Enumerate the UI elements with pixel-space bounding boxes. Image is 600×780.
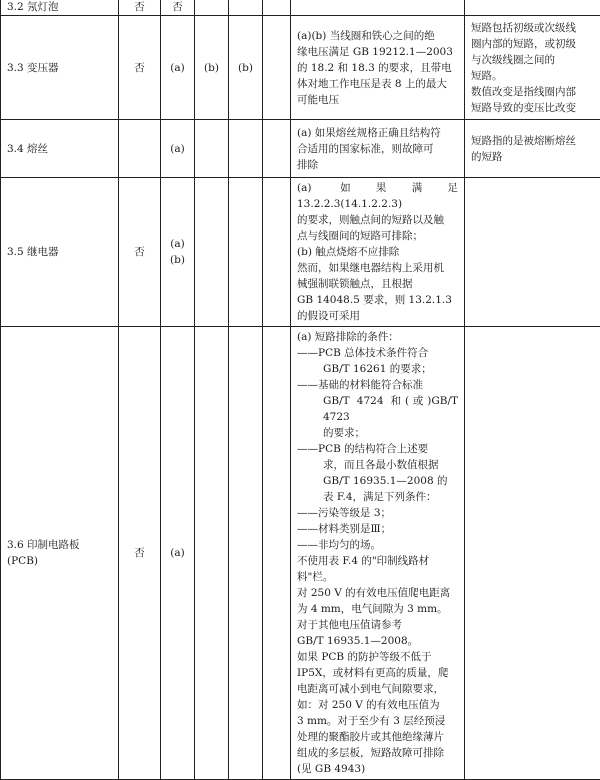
note-line: 短路。 [471,68,594,84]
description-line: ——PCB 的结构符合上述要 [297,441,458,457]
col-b-text: (b) [195,60,228,76]
description-line: ——基础的材料能符合标准 [297,377,458,393]
note-line: 短路导致的变压比改变 [471,100,594,116]
description-line: 对 250 V 的有效电压值爬电距离 [297,585,458,601]
col-c-cell [229,0,263,16]
item-name-text: 3.2 氖灯泡 [7,1,59,13]
flag-text: 否 [119,244,160,260]
col-a-cell [161,16,195,120]
col-a-text: (a) [161,236,194,252]
col-b-cell [195,327,229,780]
col-b-cell [195,0,229,16]
description-line: 表 F.4，满足下列条件： [297,489,458,505]
col-c-text: (b) [229,60,262,76]
description-cell [291,0,465,16]
description-line: GB/T 16935.1—2008 的 [297,473,458,489]
table-row [1,327,600,780]
description-line: ——材料类别是Ⅲ； [297,521,458,537]
flag-cell [119,16,161,120]
description-line: (见 GB 4943) [297,761,458,777]
col-a-text: 否 [161,0,194,15]
description-cell [291,16,465,120]
item-name [1,16,119,120]
description-line: GB/T 16935.1—2008。 [297,633,458,649]
col-b-cell [195,178,229,327]
note-line: 短路包括初级或次级线 [471,20,594,36]
table-row [1,120,600,178]
description-line: GB/T 16261 的要求； [297,361,458,377]
col-c-cell [229,16,263,120]
description-cell [291,327,465,780]
table-row [1,0,600,16]
description-line: (a)(b) 当线圈和铁心之间的绝 [297,28,458,44]
item-name-text: 3.4 熔丝 [7,143,48,155]
description-line: 3 mm。对于至少有 3 层经预浸 [297,713,458,729]
description-line: 对于其他电压值请参考 [297,617,458,633]
description-line: 求，而且各最小数值根据 [297,457,458,473]
description-line: 械强制联锁触点，且根据 [297,276,458,292]
note-line: 短路指的是被熔断熔丝 [471,133,594,149]
empty-cell [263,178,291,327]
col-b-cell [195,120,229,178]
description-line: IP5X，或材料有更高的质量，爬 [297,665,458,681]
item-name-text: 3.3 变压器 [7,62,59,74]
description-line: (b) 触点烧熔不应排除 [297,244,458,260]
description-line: ——非均匀的场。 [297,537,458,553]
item-name [1,178,119,327]
description-line: (a) 短路排除的条件： [297,329,458,345]
empty-cell [263,0,291,16]
note-cell [465,16,600,120]
description-line: (a) 如果满足 13.2.2.3(14.1.2.2.3) [297,180,458,212]
description-line: 不使用表 F.4 的"印制线路材 [297,553,458,569]
description-line: 体对地工作电压是表 8 上的最大 [297,76,458,92]
item-name [1,0,119,16]
item-name-text: 3.5 继电器 [7,246,59,258]
col-c-cell [229,327,263,780]
note-cell [465,178,600,327]
description-line: 的假设可采用 [297,308,458,324]
flag-text: 否 [119,0,160,15]
col-a-cell [161,178,195,327]
item-name [1,120,119,178]
flag-text: 否 [119,60,160,76]
table-row [1,16,600,120]
description-line: 的 18.2 和 18.3 的要求，且带电 [297,60,458,76]
description-line: GB 14048.5 要求，则 13.2.1.3 [297,292,458,308]
flag-cell [119,120,161,178]
description-line: (a) 如果熔丝规格正确且结构符 [297,125,458,141]
description-cell [291,120,465,178]
description-line: 为 4 mm，电气间隙为 3 mm。 [297,601,458,617]
flag-cell [119,0,161,16]
description-cell [291,178,465,327]
note-cell [465,327,600,780]
col-a-cell [161,327,195,780]
description-line: 排除 [297,157,458,173]
empty-cell [263,327,291,780]
description-line: 的要求，则触点间的短路以及触 [297,212,458,228]
description-line: 如：对 250 V 的有效电压值为 [297,697,458,713]
description-line: 缘电压满足 GB 19212.1—2003 [297,44,458,60]
note-line: 的短路 [471,149,594,165]
table-row [1,178,600,327]
col-a-cell [161,120,195,178]
description-line: 组成的多层板，短路故障可排除 [297,745,458,761]
description-line: 料"栏。 [297,569,458,585]
col-b-cell [195,16,229,120]
description-line: 可能电压 [297,92,458,108]
note-cell [465,120,600,178]
note-line: 与次级线圈之间的 [471,52,594,68]
empty-cell [263,16,291,120]
description-line: 的要求； [297,425,458,441]
description-line: 点与线圈间的短路可排除； [297,228,458,244]
col-a-text: (a) [161,141,194,157]
description-line: 电距离可减小到电气间隙要求， [297,681,458,697]
col-c-cell [229,178,263,327]
col-a-text: (a) [161,60,194,76]
flag-text: 否 [119,545,160,561]
col-a-text: (a) [161,545,194,561]
description-line: 然而，如果继电器结构上采用机 [297,260,458,276]
item-name-text: (PCB) [7,553,118,569]
description-line: 合适用的国家标准，则故障可 [297,141,458,157]
description-line: ——PCB 总体技术条件符合 [297,345,458,361]
item-name-text: 3.6 印制电路板 [7,537,118,553]
flag-cell [119,178,161,327]
description-line: ——污染等级是 3； [297,505,458,521]
item-name [1,327,119,780]
description-line: GB/T 4724 和(或)GB/T 4723 [297,393,458,425]
col-a-text: (b) [161,252,194,268]
note-line: 圈内部的短路，或初级 [471,36,594,52]
flag-cell [119,327,161,780]
col-c-cell [229,120,263,178]
col-a-cell [161,0,195,16]
empty-cell [263,120,291,178]
description-line: 处理的聚酯胶片或其他绝缘薄片 [297,729,458,745]
note-cell [465,0,600,16]
description-line: 如果 PCB 的防护等级不低于 [297,649,458,665]
note-line: 数值改变是指线圈内部 [471,84,594,100]
